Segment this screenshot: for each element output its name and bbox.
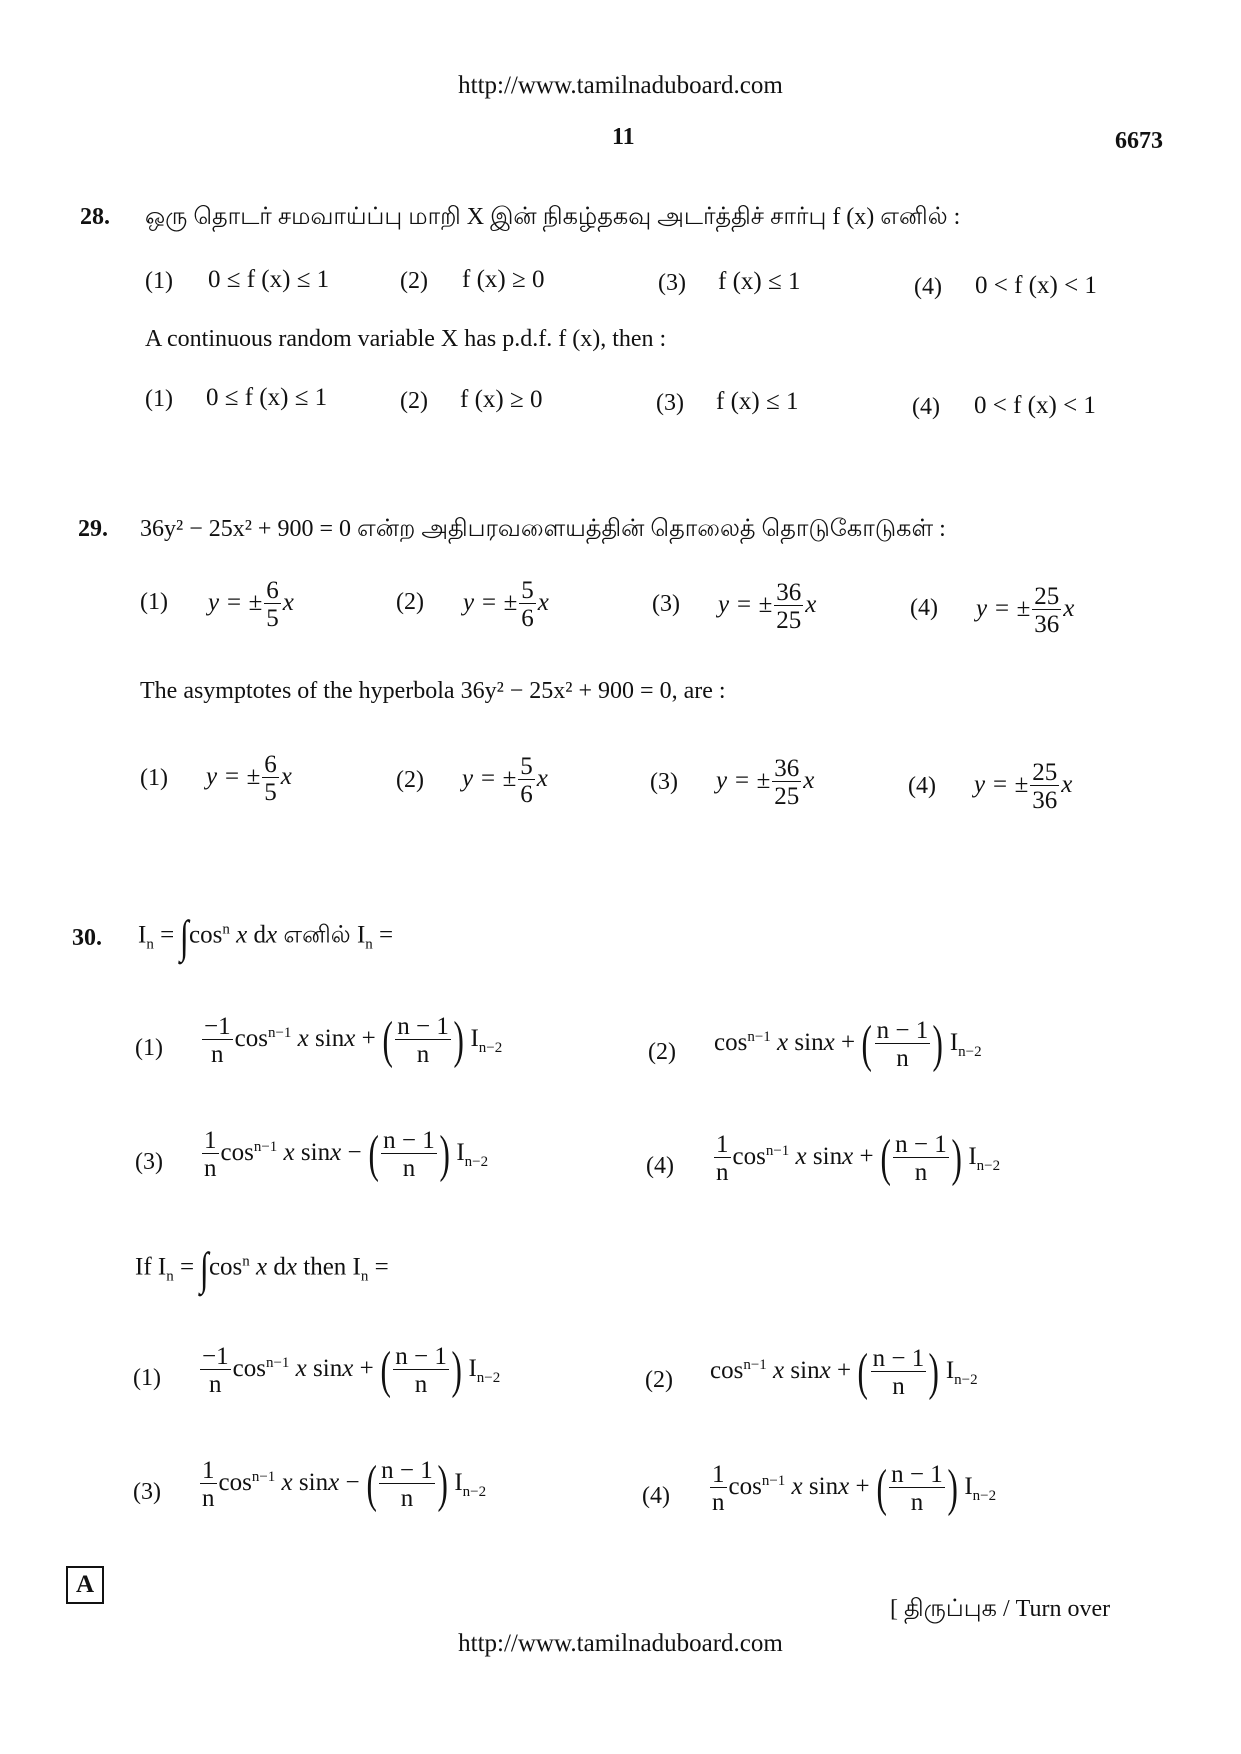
option-lhs: y = ± <box>718 591 773 619</box>
q29-equation: 36y² − 25x² + 900 = 0 <box>140 516 351 542</box>
q30-english-statement: If $I_n = \int\cos^n$ x dx then $I_n$ = <box>135 1243 389 1294</box>
operator: + <box>359 1355 374 1383</box>
q28-english-text: A continuous random variable X has p.d.f. f (x), then : <box>145 326 667 352</box>
fraction-numerator: 36 <box>776 579 802 606</box>
option-number: (2) <box>400 388 428 414</box>
option <box>140 764 168 792</box>
option-number: (4) <box>914 274 942 300</box>
option-number: (4) <box>646 1153 674 1179</box>
operator: + <box>855 1473 870 1501</box>
footer-url: http://www.tamilnaduboard.com <box>458 1630 783 1657</box>
fraction-denominator: 5 <box>266 605 279 632</box>
option-text: f (x) ≥ 0 <box>460 386 543 413</box>
page-number: 11 <box>612 124 635 150</box>
option-lhs: y = ± <box>208 589 263 617</box>
q30-tamil-word: எனில் <box>283 922 351 949</box>
option-variable: x <box>280 763 292 791</box>
operator: − <box>345 1469 360 1497</box>
q29-tamil-text: என்ற அதிபரவளையத்தின் தொலைத் தொடுகோடுகள் : <box>357 516 946 542</box>
option-text: 0 < f (x) < 1 <box>975 272 1097 299</box>
q30-english-if: If <box>135 1253 152 1281</box>
option <box>135 1034 163 1062</box>
option-text: 0 < f (x) < 1 <box>974 392 1096 419</box>
option-formula: $\cos^{n-1} x$ sinx + ( $\frac{n - 1}{n}$ ) $I_{n-2}$ <box>714 1015 982 1073</box>
option-formula <box>463 578 549 631</box>
turn-over-text: [ திருப்புக / Turn over <box>890 1596 1111 1622</box>
option-text: f (x) ≥ 0 <box>462 266 545 293</box>
option-number: (3) <box>656 390 684 416</box>
option-formula <box>208 578 294 631</box>
option-number: (4) <box>908 773 936 799</box>
paper-code: 6673 <box>1115 128 1163 154</box>
option-formula <box>974 760 1072 813</box>
fraction-numerator: 1 <box>716 1131 729 1158</box>
option <box>135 1148 163 1176</box>
option-formula <box>462 754 548 807</box>
option-text: f (x) ≤ 1 <box>718 268 801 295</box>
fraction-denominator: 6 <box>520 781 533 808</box>
option <box>646 1152 674 1180</box>
fraction-denominator: n <box>200 1369 231 1397</box>
operator: + <box>859 1143 874 1171</box>
option-number: (1) <box>140 765 168 791</box>
q29-number: 29. <box>78 516 108 542</box>
fraction-denominator: n <box>712 1489 725 1516</box>
option <box>396 588 424 616</box>
option-number: (4) <box>912 394 940 420</box>
version-box: A <box>66 1566 104 1604</box>
option-lhs: y = ± <box>716 767 771 795</box>
fraction-numerator: 5 <box>521 577 534 604</box>
option-text: 0 ≤ f (x) ≤ 1 <box>206 384 328 411</box>
q28-tamil-text: ஒரு தொடர் சமவாய்ப்பு மாறி X இன் நிகழ்தகவு அடர்த்திச் சார்பு f (x) எனில் : <box>145 204 961 230</box>
option-lhs: y = ± <box>462 765 517 793</box>
fraction-denominator: n <box>716 1159 729 1186</box>
fraction-denominator: 25 <box>776 607 802 634</box>
option-lhs: y = ± <box>463 589 518 617</box>
option-number: (1) <box>133 1365 161 1391</box>
option-formula <box>976 584 1074 637</box>
option-lhs: y = ± <box>206 763 261 791</box>
option-number: (3) <box>135 1149 163 1175</box>
option-text: f (x) ≤ 1 <box>716 388 799 415</box>
option <box>652 590 680 618</box>
fraction-numerator: −1 <box>204 1013 231 1040</box>
fraction-numerator: 1 <box>202 1457 215 1484</box>
q28-number: 28. <box>80 204 110 230</box>
option-number: (2) <box>396 589 424 615</box>
fraction-numerator: 6 <box>266 577 279 604</box>
operator: + <box>361 1025 376 1053</box>
option-number: (2) <box>645 1367 673 1393</box>
option-formula: $\frac{-1}{n}$ $\cos^{n-1} x$ sinx + ( $\frac{n - 1}{n}$ ) $I_{n-2}$ <box>202 1341 501 1399</box>
option <box>650 768 678 796</box>
option-variable: x <box>1061 771 1073 799</box>
q30-english-then: then <box>303 1253 347 1281</box>
option-number: (3) <box>658 270 686 296</box>
fraction-numerator: 1 <box>204 1127 217 1154</box>
option-formula: $\frac{1}{n}$ $\cos^{n-1} x$ sinx − ( $\frac{n - 1}{n}$ ) $I_{n-2}$ <box>202 1455 487 1513</box>
option <box>133 1478 161 1506</box>
q29-english-text: The asymptotes of the hyperbola 36y² − 25x² + 900 = 0, are : <box>140 678 726 704</box>
fraction-denominator: n <box>202 1485 215 1512</box>
operator: + <box>840 1029 856 1057</box>
option-number: (1) <box>135 1035 163 1061</box>
option-text: 0 ≤ f (x) ≤ 1 <box>208 266 330 293</box>
option-number: (3) <box>133 1479 161 1505</box>
fraction-numerator: 36 <box>774 755 800 782</box>
option <box>396 766 424 794</box>
fraction-numerator: 1 <box>712 1461 725 1488</box>
option-number: (2) <box>396 767 424 793</box>
option-variable: x <box>1063 595 1075 623</box>
option-variable: x <box>803 767 815 795</box>
fraction-numerator: 25 <box>1032 759 1058 786</box>
option-formula <box>718 580 816 633</box>
option-number: (1) <box>145 268 173 294</box>
option-variable: x <box>536 765 548 793</box>
option-number: (2) <box>400 268 428 294</box>
fraction-denominator: 36 <box>1032 787 1058 814</box>
option-number: (4) <box>642 1483 670 1509</box>
option-number: (1) <box>140 589 168 615</box>
operator: + <box>836 1357 852 1385</box>
option-variable: x <box>537 589 549 617</box>
option <box>908 772 936 800</box>
fraction-denominator: 6 <box>521 605 534 632</box>
option <box>645 1366 673 1394</box>
option-number: (1) <box>145 386 173 412</box>
fraction-denominator: 5 <box>264 779 277 806</box>
header-url: http://www.tamilnaduboard.com <box>458 72 783 99</box>
option-formula <box>716 756 814 809</box>
fraction-numerator: 25 <box>1034 583 1060 610</box>
option-formula: $\frac{1}{n}$ $\cos^{n-1} x$ sinx − ( $\frac{n - 1}{n}$ ) $I_{n-2}$ <box>204 1125 489 1183</box>
fraction-denominator: 25 <box>774 783 800 810</box>
option-lhs: y = ± <box>976 595 1031 623</box>
fraction-denominator: n <box>202 1039 233 1067</box>
fraction-denominator: 36 <box>1034 611 1060 638</box>
option <box>133 1364 161 1392</box>
option-lhs: y = ± <box>974 771 1029 799</box>
option <box>642 1482 670 1510</box>
option-formula <box>206 752 292 805</box>
q29-tamil-line <box>140 516 946 545</box>
fraction-numerator: 6 <box>264 751 277 778</box>
option <box>140 588 168 616</box>
option-number: (3) <box>652 591 680 617</box>
option <box>910 594 938 622</box>
option-formula: $\cos^{n-1} x$ sinx + ( $\frac{n - 1}{n}$ ) $I_{n-2}$ <box>710 1343 978 1401</box>
option-number: (3) <box>650 769 678 795</box>
fraction-numerator: −1 <box>202 1343 229 1370</box>
option-formula: $\frac{1}{n}$ $\cos^{n-1} x$ sinx + ( $\frac{n - 1}{n}$ ) $I_{n-2}$ <box>716 1129 1001 1187</box>
operator: − <box>347 1139 362 1167</box>
option <box>648 1038 676 1066</box>
q30-tamil-statement: $I_n = \int\cos^n$ x dx எனில் $I_n$ = <box>138 911 394 962</box>
option-number: (2) <box>648 1039 676 1065</box>
option-variable: x <box>805 591 817 619</box>
option-number: (4) <box>910 595 938 621</box>
option-formula: $\frac{1}{n}$ $\cos^{n-1} x$ sinx + ( $\frac{n - 1}{n}$ ) $I_{n-2}$ <box>712 1459 997 1517</box>
q30-number: 30. <box>72 925 102 951</box>
fraction-numerator: 5 <box>520 753 533 780</box>
option-formula: $\frac{-1}{n}$ $\cos^{n-1} x$ sinx + ( $\frac{n - 1}{n}$ ) $I_{n-2}$ <box>204 1011 503 1069</box>
option-variable: x <box>282 589 294 617</box>
fraction-denominator: n <box>204 1155 217 1182</box>
